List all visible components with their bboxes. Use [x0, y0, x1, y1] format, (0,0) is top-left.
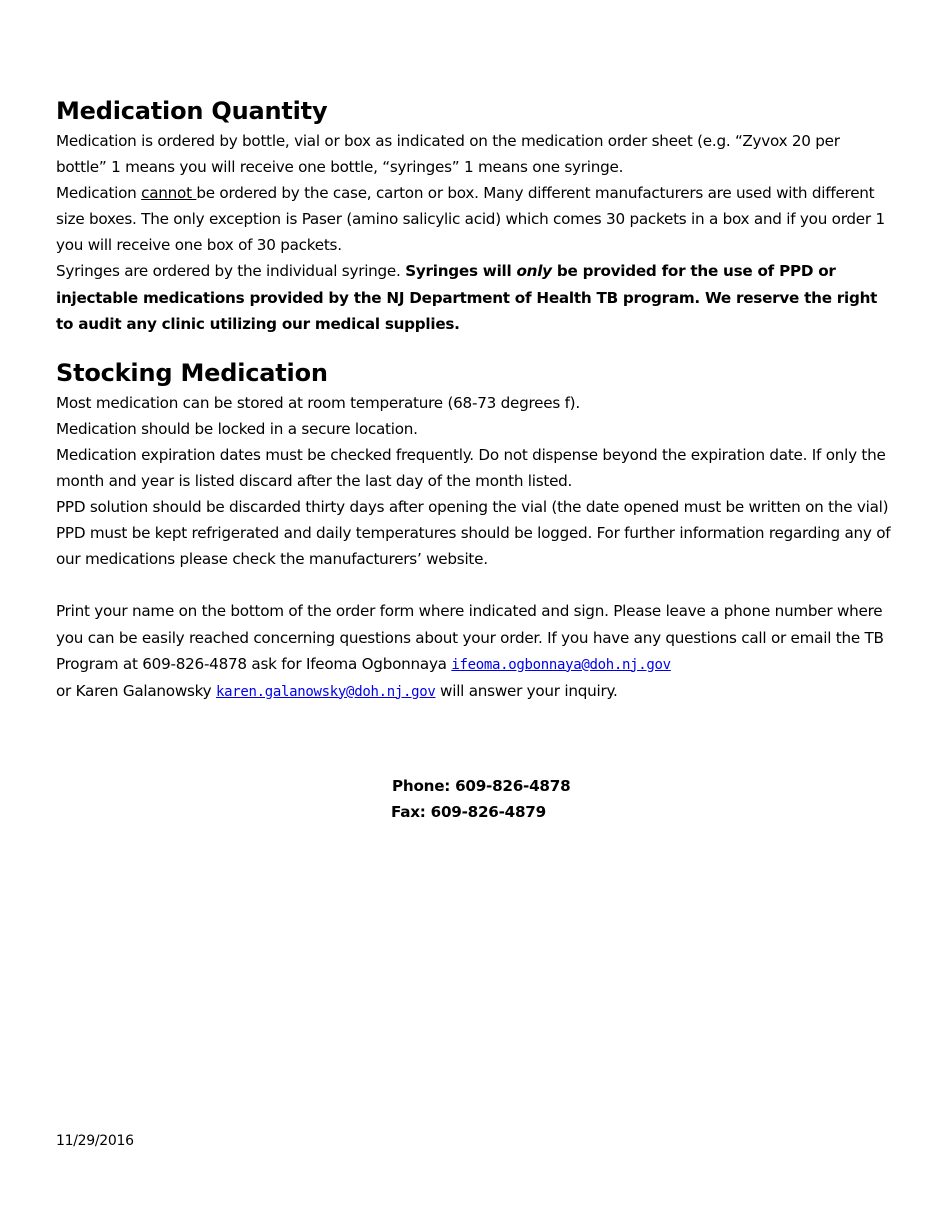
fax-number: Fax: 609-826-4879 — [391, 803, 546, 822]
section-title-stocking-medication: Stocking Medication — [56, 358, 328, 387]
quantity-p2-rest: be ordered by the case, carton or box. Many different manufacturers are used with different size boxes. The only exception is Paser (amino salicylic acid) which comes 30 packets in a box and if you order 1 you will receive one box of 30 packets. — [56, 184, 885, 255]
contact-text-2: or Karen Galanowsky — [56, 681, 216, 700]
contact-text-1: Print your name on the bottom of the order form where indicated and sign. Please leave a phone number where you can be easily reached concerning questions about your order. If you have any questions call or email the TB Program at 609-826-4878 ask for Ifeoma Ogbonnaya — [56, 602, 884, 673]
syringe-warning-1: Syringes will — [405, 262, 517, 281]
quantity-paragraph-3 — [56, 258, 894, 336]
quantity-p2-start: Medication — [56, 184, 142, 203]
stocking-line-2: Medication should be locked in a secure location. — [56, 419, 418, 438]
contact-block — [392, 773, 570, 825]
stocking-line-1: Most medication can be stored at room temperature (68-73 degrees f). — [56, 393, 580, 412]
footer-date: 11/29/2016 — [56, 1133, 134, 1149]
stocking-line-4: PPD solution should be discarded thirty days after opening the vial (the date opened must be written on the vial) PPD must be kept refrigerated and daily temperatures should be logged. For further information regarding any of our medications please check the manufacturers’ website. — [56, 498, 891, 569]
quantity-paragraph-2 — [56, 180, 894, 258]
quantity-paragraph-1: Medication is ordered by bottle, vial or box as indicated on the medication order sheet (e.g. “Zyvox 20 per bottle” 1 means you will receive one bottle, “syringes” 1 means one syringe. — [56, 132, 840, 177]
syringe-warning-2: be provided for the use of PPD or injectable medications provided by the NJ Department of Health TB program. We reserve the right to audit any clinic utilizing our medical supplies. — [56, 262, 878, 333]
syringe-warning-only: only — [516, 262, 552, 281]
document-body — [56, 94, 894, 705]
contact-text-3: will answer your inquiry. — [435, 681, 618, 700]
section-title-medication-quantity: Medication Quantity — [56, 97, 328, 125]
email-link-karen[interactable]: karen.galanowsky@doh.nj.gov — [216, 683, 436, 700]
ordering-contact-paragraph — [56, 598, 894, 704]
phone-number: Phone: 609-826-4878 — [392, 777, 571, 795]
stocking-line-3: Medication expiration dates must be checked frequently. Do not dispense beyond the expiration date. If only the month and year is listed discard after the last day of the month listed. — [56, 445, 886, 491]
syringe-intro: Syringes are ordered by the individual syringe. — [56, 262, 406, 281]
underlined-cannot: cannot — [141, 184, 197, 203]
email-link-ifeoma[interactable]: ifeoma.ogbonnaya@doh.nj.gov — [451, 656, 671, 673]
